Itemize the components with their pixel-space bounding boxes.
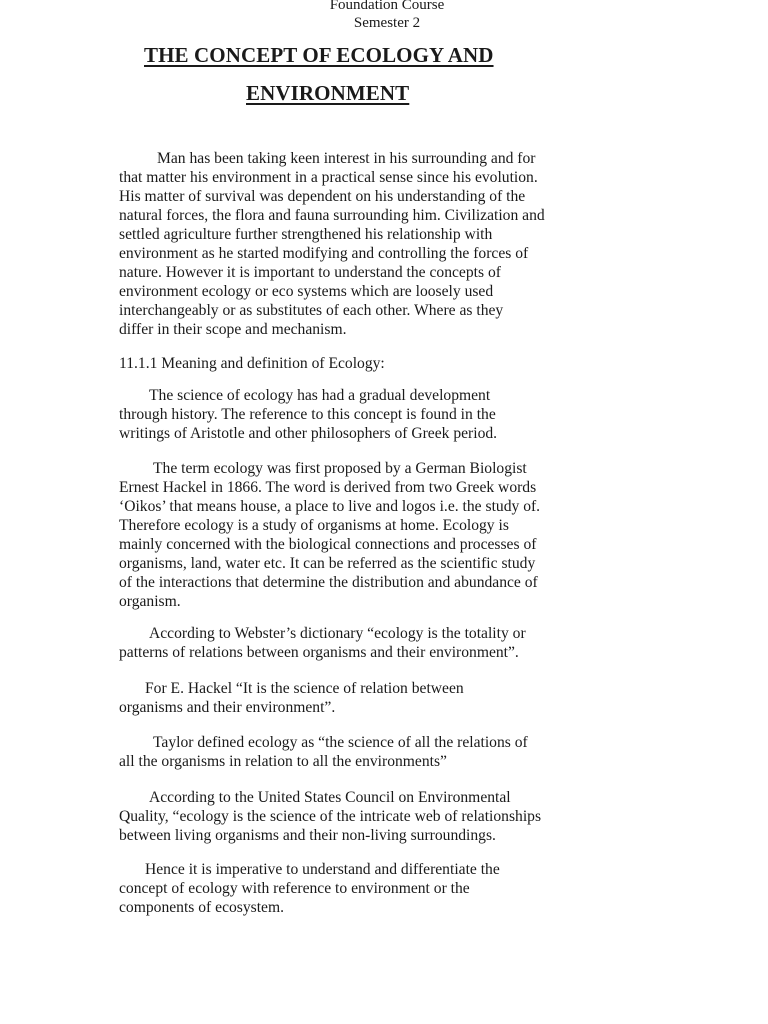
course-header: Foundation Course xyxy=(329,0,445,13)
text-line: Taylor defined ecology as “the science of all the relations of xyxy=(153,734,528,751)
text-line: environment ecology or eco systems which are loosely used xyxy=(119,283,494,300)
text-line: According to the United States Council on Environmental xyxy=(149,789,511,806)
paragraph-council xyxy=(119,788,541,845)
text-line: concept of ecology with reference to environment or the xyxy=(119,880,470,897)
text-line: natural forces, the flora and fauna surrounding him. Civilization and xyxy=(119,207,545,224)
paragraph-hackel xyxy=(119,679,464,717)
text-line: For E. Hackel “It is the science of relation between xyxy=(145,680,464,697)
text-line: all the organisms in relation to all the environments” xyxy=(119,753,447,770)
text-line: The science of ecology has had a gradual development xyxy=(149,387,491,404)
text-line: writings of Aristotle and other philosophers of Greek period. xyxy=(119,425,498,442)
text-line: organisms, land, water etc. It can be referred as the scientific study xyxy=(119,555,536,572)
text-line: mainly concerned with the biological connections and processes of xyxy=(119,536,537,553)
text-line: differ in their scope and mechanism. xyxy=(119,321,347,338)
text-line: patterns of relations between organisms and their environment”. xyxy=(119,644,519,661)
paragraph-term-ecology xyxy=(119,459,540,611)
text-line: Therefore ecology is a study of organisms at home. Ecology is xyxy=(119,517,509,534)
text-line: nature. However it is important to understand the concepts of xyxy=(119,264,501,281)
text-line: environment as he started modifying and controlling the forces of xyxy=(119,245,529,262)
text-line: The term ecology was first proposed by a German Biologist xyxy=(153,460,527,477)
text-line: that matter his environment in a practical sense since his evolution. xyxy=(119,169,538,186)
text-line: between living organisms and their non-living surroundings. xyxy=(119,827,496,844)
text-line: of the interactions that determine the distribution and abundance of xyxy=(119,574,538,591)
text-line: settled agriculture further strengthened his relationship with xyxy=(119,226,493,243)
text-line: interchangeably or as substitutes of each other. Where as they xyxy=(119,302,504,319)
document-title-line-1: THE CONCEPT OF ECOLOGY AND xyxy=(144,43,494,67)
text-line: ‘Oikos’ that means house, a place to live and logos i.e. the study of. xyxy=(119,498,541,515)
text-line: organism. xyxy=(119,593,181,610)
text-line: 11.1.1 Meaning and definition of Ecology: xyxy=(119,355,385,372)
text-line: Ernest Hackel in 1866. The word is derived from two Greek words xyxy=(119,479,537,496)
paragraph-intro xyxy=(119,149,545,339)
text-line: Quality, “ecology is the science of the intricate web of relationships xyxy=(119,808,542,825)
semester-header: Semester 2 xyxy=(353,15,421,31)
text-line: components of ecosystem. xyxy=(119,899,284,916)
paragraph-conclusion xyxy=(119,860,500,917)
text-line: His matter of survival was dependent on his understanding of the xyxy=(119,188,526,205)
paragraph-taylor xyxy=(119,733,528,771)
text-line: According to Webster’s dictionary “ecology is the totality or xyxy=(149,625,526,642)
text-line: Hence it is imperative to understand and differentiate the xyxy=(145,861,500,878)
text-line: Man has been taking keen interest in his surrounding and for xyxy=(157,150,536,167)
paragraph-history xyxy=(119,386,497,443)
text-line: through history. The reference to this concept is found in the xyxy=(119,406,496,423)
section-heading xyxy=(119,354,385,373)
paragraph-webster xyxy=(119,624,526,662)
text-line: organisms and their environment”. xyxy=(119,699,336,716)
document-title-line-2: ENVIRONMENT xyxy=(246,81,410,105)
